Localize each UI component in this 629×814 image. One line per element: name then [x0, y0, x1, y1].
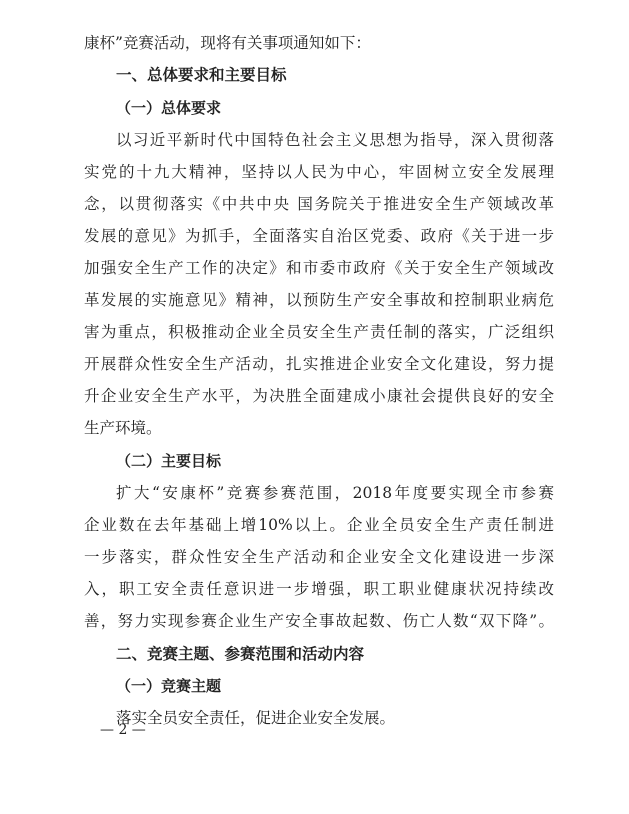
paragraph-line: 以习近平新时代中国特色社会主义思想为指导，深入贯彻落: [116, 131, 554, 149]
paragraph-line: 加强安全生产工作的决定》和市委市政府《关于安全生产领域改: [84, 259, 554, 277]
paragraph-line: 开展群众性安全生产活动，扎实推进企业安全文化建设，努力提: [84, 355, 554, 373]
paragraph-line: 害为重点，积极推动企业全员安全生产责任制的落实，广泛组织: [84, 323, 554, 341]
page-number: — 2 —: [100, 722, 146, 738]
text-line-continuation: 康杯”竞赛活动，现将有关事项通知如下：: [84, 34, 371, 52]
subsection-heading-1-1: （一）总体要求: [116, 99, 222, 117]
paragraph-line: 善，努力实现参赛企业生产安全事故起数、伤亡人数“双下降”。: [84, 612, 554, 630]
section-heading-1: 一、总体要求和主要目标: [116, 66, 287, 84]
subsection-heading-1-2: （二）主要目标: [116, 452, 222, 470]
section-heading-2: 二、竞赛主题、参赛范围和活动内容: [116, 645, 365, 663]
paragraph-line: 一步落实，群众性安全生产活动和企业安全文化建设进一步深: [84, 548, 554, 566]
paragraph-line: 念，以贯彻落实《中共中央 国务院关于推进安全生产领域改革: [84, 195, 554, 213]
paragraph-line: 扩大“安康杯”竞赛参赛范围，2018年度要实现全市参赛: [116, 484, 554, 502]
paragraph-line: 革发展的实施意见》精神，以预防生产安全事故和控制职业病危: [84, 291, 554, 309]
paragraph-line: 实党的十九大精神，坚持以人民为中心，牢固树立安全发展理: [84, 163, 554, 181]
subsection-heading-2-1: （一）竞赛主题: [116, 677, 222, 695]
paragraph-line: 入，职工安全责任意识进一步增强，职工职业健康状况持续改: [84, 580, 554, 598]
paragraph-line: 企业数在去年基础上增10%以上。企业全员安全生产责任制进: [84, 516, 554, 534]
paragraph-line: 升企业安全生产水平，为决胜全面建成小康社会提供良好的安全: [84, 387, 554, 405]
paragraph-line-last: 生产环境。: [84, 419, 162, 437]
paragraph-line: 发展的意见》为抓手，全面落实自治区党委、政府《关于进一步: [84, 227, 554, 245]
paragraph-line-last: 落实全员安全责任，促进企业安全发展。: [116, 709, 396, 727]
